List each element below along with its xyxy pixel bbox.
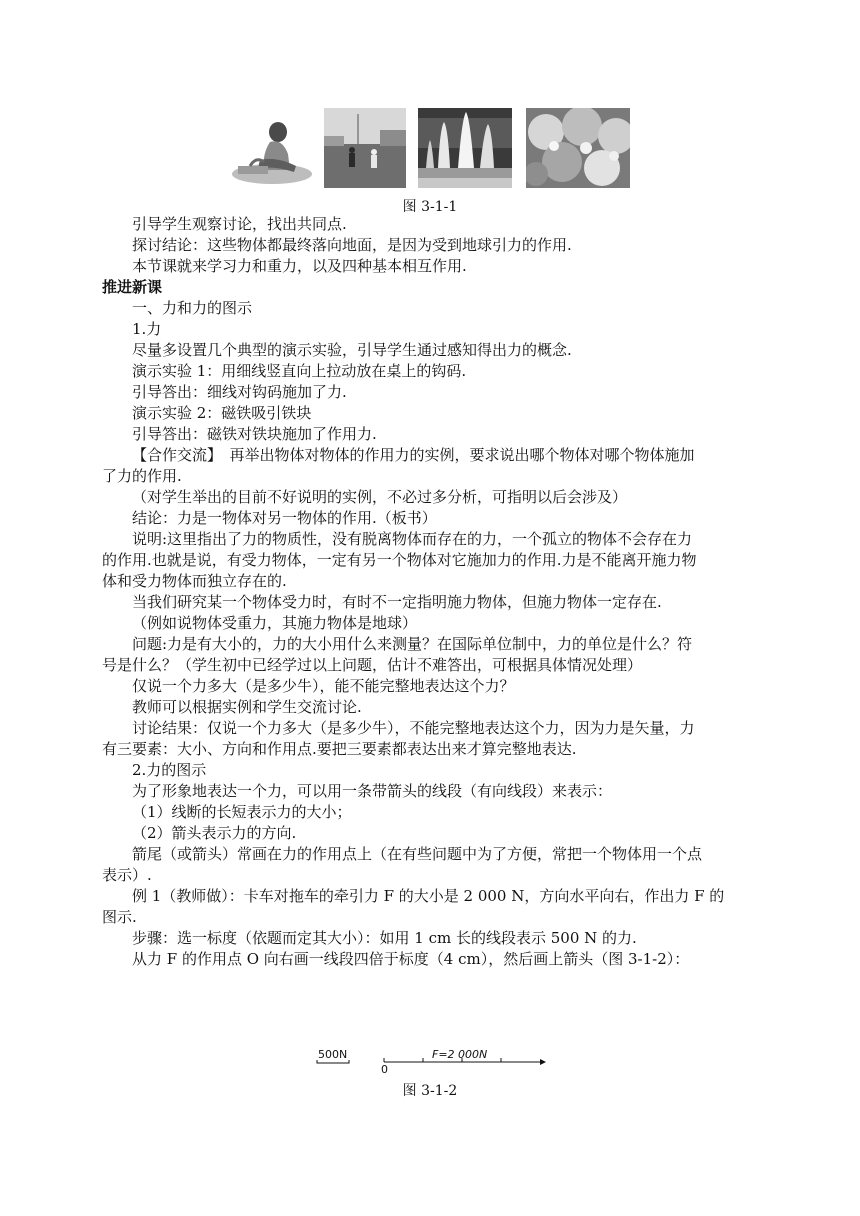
force-arrow-head	[540, 1059, 546, 1065]
paragraph-line: 从力 F 的作用点 O 向右画一线段四倍于标度（4 cm），然后画上箭头（图 3-1-2）：	[132, 950, 690, 968]
subsection-heading: 1.力	[132, 320, 162, 338]
paragraph-line: 体和受力物体而独立存在的.	[102, 572, 287, 590]
paragraph-line: （例如说物体受重力，其施力物体是地球）	[132, 614, 418, 632]
paragraph-line: 了力的作用.	[102, 467, 182, 485]
paragraph-line: 当我们研究某一个物体受力时，有时不一定指明施力物体，但施力物体一定存在.	[132, 593, 662, 611]
body-text	[102, 214, 732, 970]
figure-3-1-2-diagram	[300, 1048, 560, 1074]
paragraph-line: 【合作交流】 再举出物体对物体的作用力的实例，要求说出哪个物体对哪个物体施加	[132, 446, 695, 464]
paragraph-line: 图示.	[102, 908, 137, 926]
origin-label: 0	[381, 1063, 388, 1074]
section-heading: 推进新课	[102, 278, 163, 296]
paragraph-line: 演示实验 1：用细线竖直向上拉动放在桌上的钩码.	[132, 362, 467, 380]
paragraph-line: 有三要素：大小、方向和作用点.要把三要素都表达出来才算完整地表达.	[102, 740, 577, 758]
paragraph-line: 例 1（教师做）：卡车对拖车的牵引力 F 的大小是 2 000 N，方向水平向右，作出力 F 的	[132, 887, 725, 905]
list-item: （2）箭头表示力的方向.	[132, 824, 297, 842]
woman-sitting-image	[230, 108, 312, 188]
figure-3-1-2-caption: 图 3-1-2	[402, 1083, 458, 1099]
paragraph-line: 问题:力是有大小的，力的大小用什么来测量？在国际单位制中，力的单位是什么？符	[132, 635, 693, 653]
paragraph-line: 表示）.	[102, 866, 152, 884]
subsection-heading: 一、力和力的图示	[132, 299, 253, 317]
figure-3-1-1-caption: 图 3-1-1	[402, 199, 458, 215]
paragraph-line: 尽量多设置几个典型的演示实验，引导学生通过感知得出力的概念.	[132, 341, 572, 359]
subsection-heading: 2.力的图示	[132, 761, 207, 779]
paragraph-line: 箭尾（或箭头）常画在力的作用点上（在有些问题中为了方便，常把一个物体用一个点	[132, 845, 703, 863]
snowy-trees-image	[526, 108, 630, 188]
paragraph-line: 的作用.也就是说，有受力物体，一定有另一个物体对它施加力的作用.力是不能离开施力物	[102, 551, 697, 569]
paragraph-line: （对学生举出的目前不好说明的实例，不必过多分析，可指明以后会涉及）	[132, 488, 628, 506]
paragraph-line: 演示实验 2：磁铁吸引铁块	[132, 404, 312, 422]
scale-label: 500N	[318, 1048, 348, 1061]
paragraph-line: 说明:这里指出了力的物质性，没有脱离物体而存在的力，一个孤立的物体不会存在力	[132, 530, 693, 548]
force-label: F=2 000N	[432, 1048, 488, 1061]
paragraph-line: 引导答出：磁铁对铁块施加了作用力.	[132, 425, 377, 443]
paragraph-line: 教师可以根据实例和学生交流讨论.	[132, 698, 362, 716]
fountain-image	[418, 108, 512, 188]
people-on-field-image	[324, 108, 406, 188]
paragraph-line: 为了形象地表达一个力，可以用一条带箭头的线段（有向线段）来表示：	[132, 782, 613, 800]
paragraph-line: 引导学生观察讨论，找出共同点.	[132, 215, 347, 233]
paragraph-line: 号是什么？（学生初中已经学过以上问题，估计不难答出，可根据具体情况处理）	[102, 656, 643, 674]
paragraph-line: 本节课就来学习力和重力，以及四种基本相互作用.	[132, 257, 467, 275]
paragraph-line: 讨论结果：仅说一个力多大（是多少牛），不能完整地表达这个力，因为力是矢量，力	[132, 719, 695, 737]
paragraph-line: 引导答出：细线对钩码施加了力.	[132, 383, 347, 401]
list-item: （1）线断的长短表示力的大小；	[132, 803, 352, 821]
paragraph-line: 结论：力是一物体对另一物体的作用.（板书）	[132, 509, 437, 527]
paragraph-line: 仅说一个力多大（是多少牛），能不能完整地表达这个力？	[132, 677, 515, 695]
paragraph-line: 步骤：选一标度（依题而定其大小）：如用 1 cm 长的线段表示 500 N 的力.	[132, 929, 637, 947]
paragraph-line: 探讨结论：这些物体都最终落向地面，是因为受到地球引力的作用.	[132, 236, 572, 254]
figure-3-1-1-photos	[230, 108, 630, 188]
